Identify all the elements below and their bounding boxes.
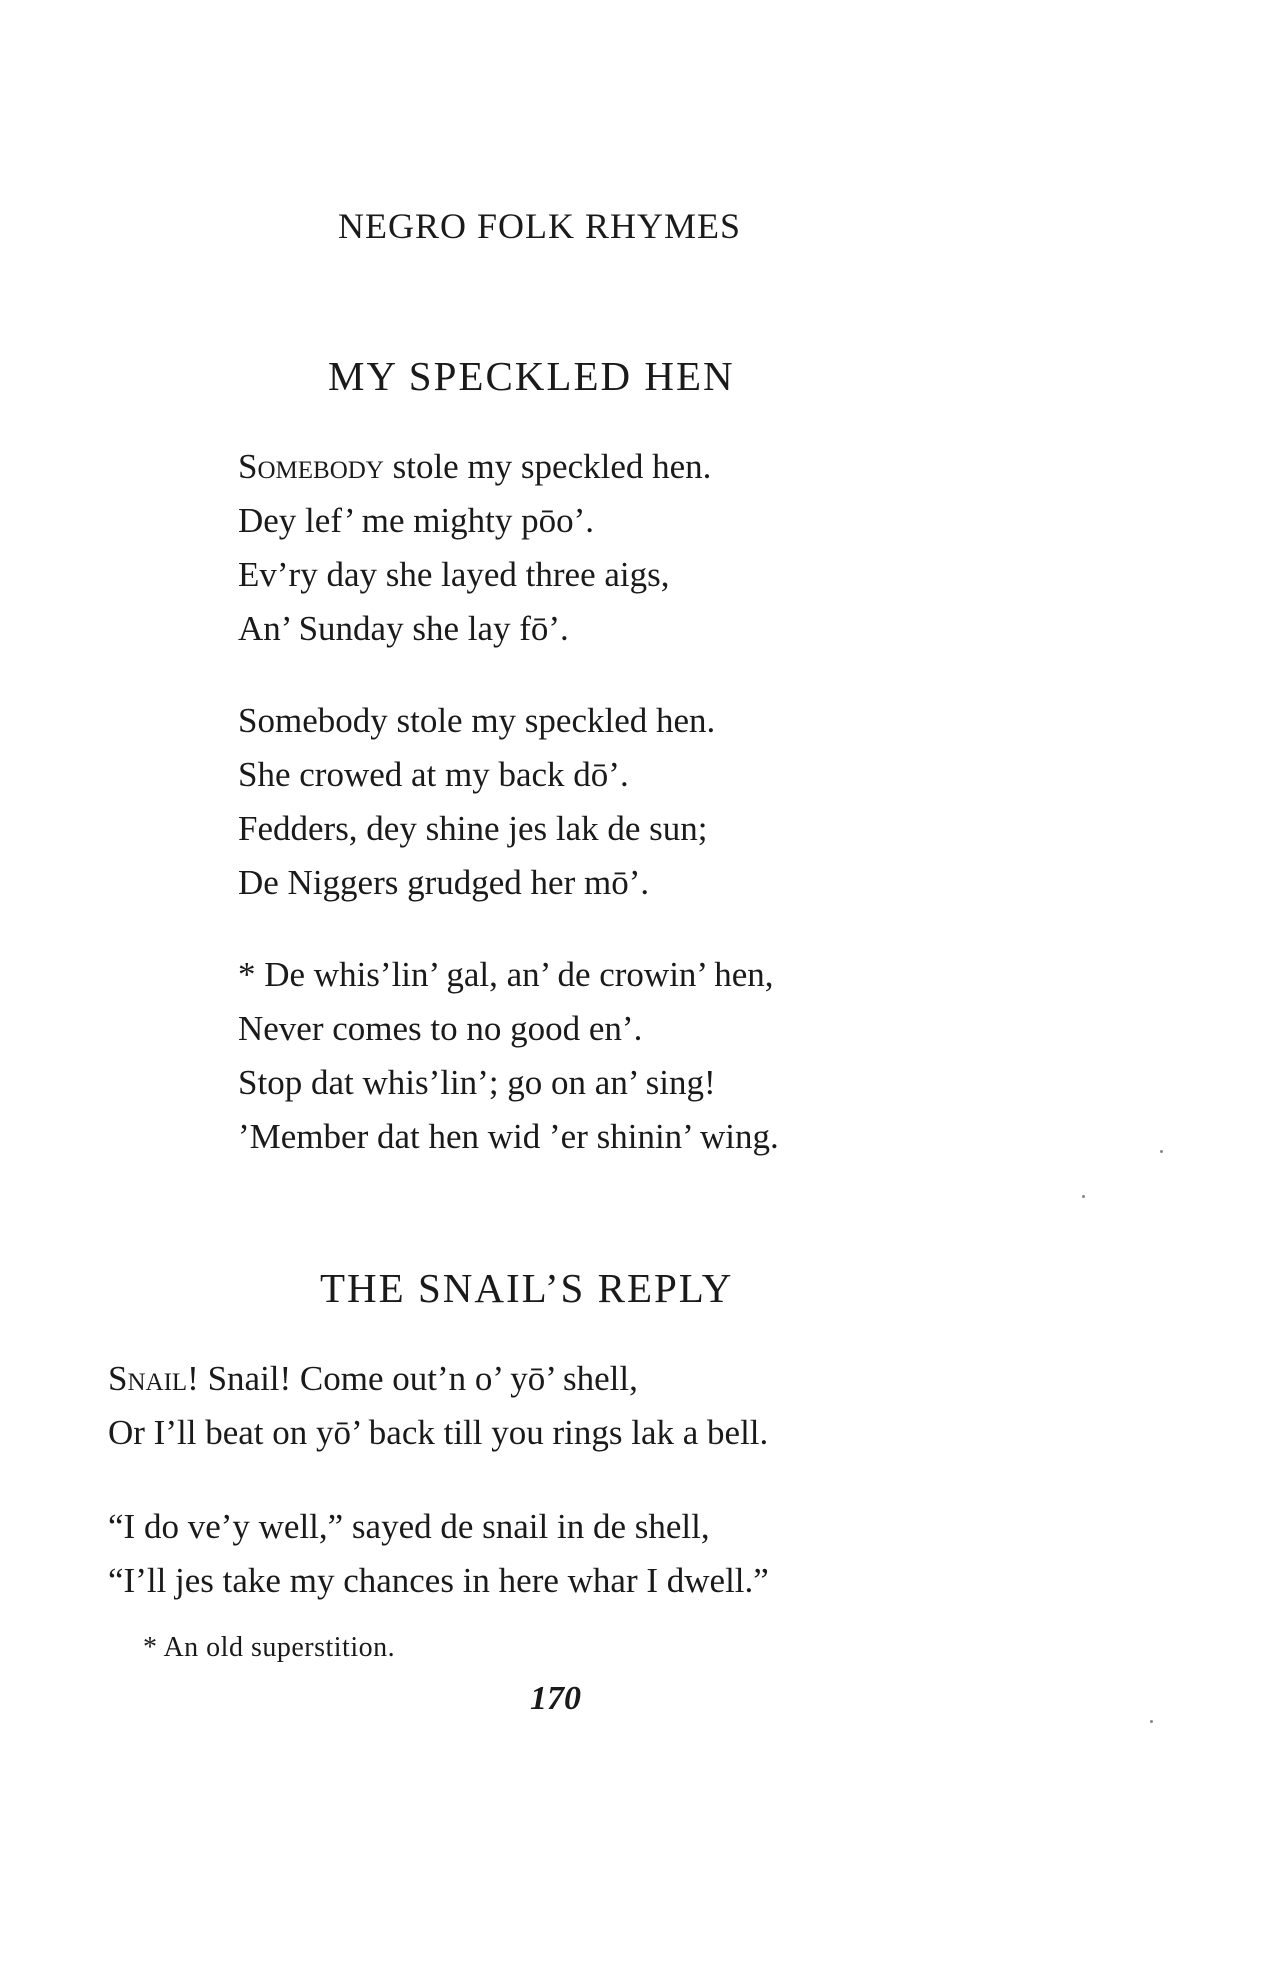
verse-line-rest: ! Snail! Come out’n o’ yō’ shell, [187, 1359, 638, 1398]
verse-line: * De whis’lin’ gal, an’ de crowin’ hen, [238, 955, 774, 994]
poem1-stanza-1 [238, 440, 711, 656]
poem1-stanza-3 [238, 948, 779, 1164]
verse-line: Somebody stole my speckled hen. [238, 701, 716, 740]
verse-line: She crowed at my back dō’. [238, 755, 629, 794]
verse-first-word: Snail [108, 1359, 188, 1398]
verse-line: ’Member dat hen wid ’er shinin’ wing. [238, 1117, 779, 1156]
verse-line-rest: stole my speckled hen. [383, 447, 712, 486]
verse-line: Or I’ll beat on yō’ back till you rings lak a bell. [108, 1413, 769, 1452]
verse-line: Fedders, dey shine jes lak de sun; [238, 809, 708, 848]
verse-line: “I do ve’y well,” sayed de snail in de shell, [108, 1507, 710, 1546]
verse-line: Never comes to no good en’. [238, 1009, 643, 1048]
verse-line: “I’ll jes take my chances in here whar I dwell.” [108, 1561, 769, 1600]
scan-speck [1160, 1150, 1163, 1153]
verse-line: An’ Sunday she lay fō’. [238, 609, 569, 648]
verse-first-word: Somebody [238, 447, 384, 486]
poem-title-my-speckled-hen: MY SPECKLED HEN [328, 353, 735, 399]
poem1-stanza-2 [238, 694, 715, 910]
verse-line: Stop dat whis’lin’; go on an’ sing! [238, 1063, 716, 1102]
page-number: 170 [530, 1680, 581, 1717]
running-title: NEGRO FOLK RHYMES [338, 206, 742, 246]
poem2-stanza-2 [108, 1500, 769, 1608]
scan-speck [1150, 1720, 1153, 1723]
verse-line [238, 440, 711, 494]
verse-line: Dey lef’ me mighty pōo’. [238, 501, 595, 540]
footnote: * An old superstition. [143, 1632, 396, 1663]
poem2-stanza-1 [108, 1352, 768, 1460]
verse-line: Ev’ry day she layed three aigs, [238, 555, 670, 594]
poem-title-the-snails-reply: THE SNAIL’S REPLY [320, 1265, 734, 1311]
verse-line [108, 1352, 768, 1406]
scan-speck [1082, 1195, 1085, 1198]
verse-line: De Niggers grudged her mō’. [238, 863, 650, 902]
